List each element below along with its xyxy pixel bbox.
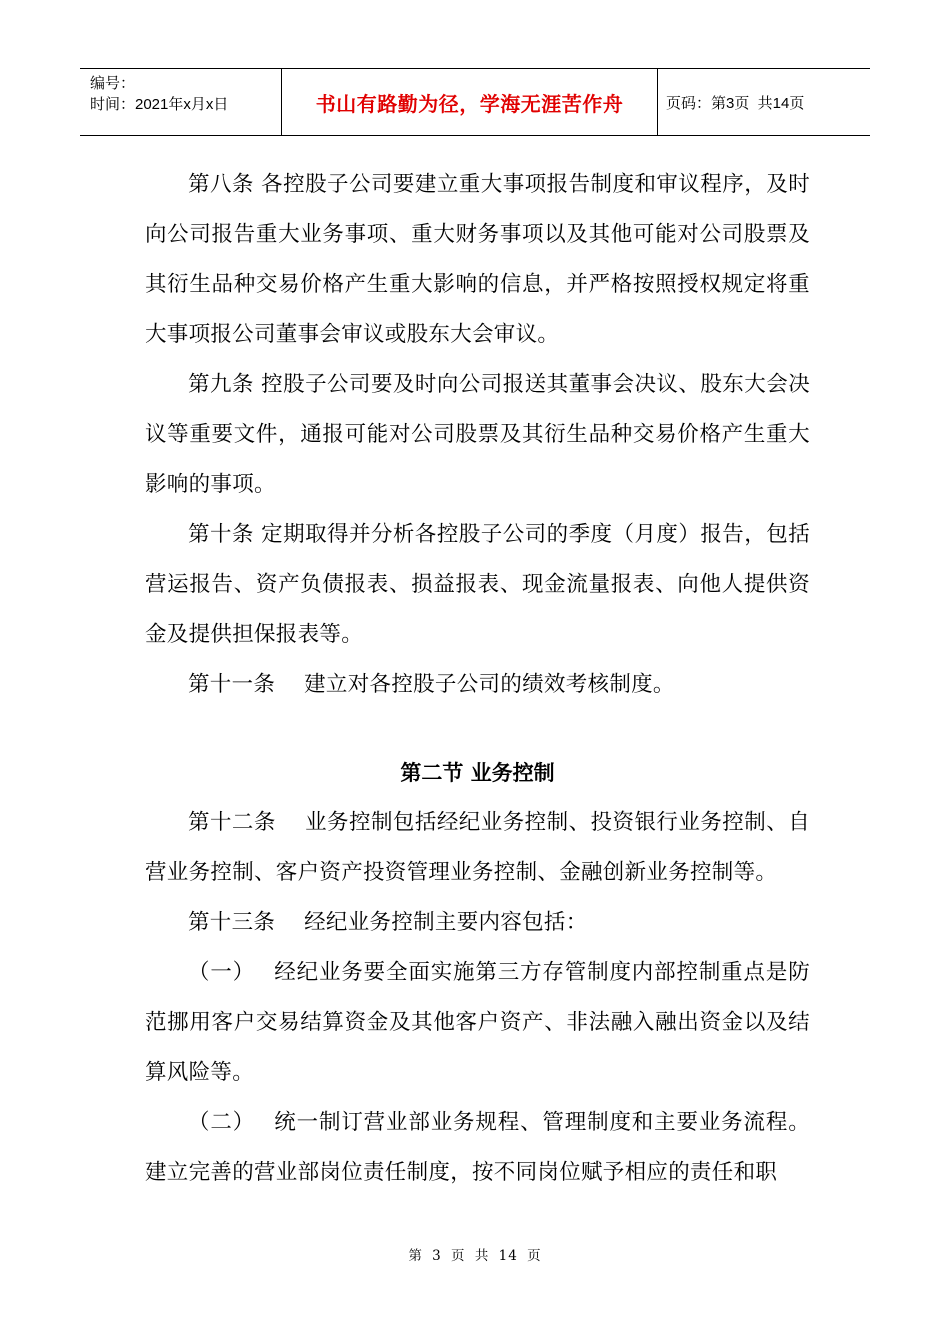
- article-8: 第八条 各控股子公司要建立重大事项报告制度和审议程序，及时向公司报告重大业务事项、重大财务事项以及其他可能对公司股票及其衍生品种交易价格产生重大影响的信息，并严格按照授权规定将重大事项报公司董事会审议或股东大会审议。: [145, 172, 810, 347]
- article-10: 第十条 定期取得并分析各控股子公司的季度（月度）报告，包括营运报告、资产负债报表、损益报表、现金流量报表、向他人提供资金及提供担保报表等。: [145, 522, 810, 647]
- document-header: [80, 68, 870, 136]
- page-footer: 第 3 页 共 14 页: [408, 1248, 542, 1264]
- article-9: 第九条 控股子公司要及时向公司报送其董事会决议、股东大会决议等重要文件，通报可能对公司股票及其衍生品种交易价格产生重大影响的事项。: [145, 372, 810, 497]
- header-meta-cell: [80, 69, 282, 135]
- article-13: 第十三条 经纪业务控制主要内容包括：: [188, 910, 588, 935]
- header-page-info: 页码：第3页 共14页: [666, 94, 805, 112]
- article-13-item-1: （一） 经纪业务要全面实施第三方存管制度内部控制重点是防范挪用客户交易结算资金及其他客户资产、非法融入融出资金以及结算风险等。: [145, 960, 810, 1085]
- article-13-item-2: （二） 统一制订营业部业务规程、管理制度和主要业务流程。建立完善的营业部岗位责任制度，按不同岗位赋予相应的责任和职: [145, 1110, 810, 1185]
- document-number-label: 编号：: [90, 75, 136, 92]
- article-11: 第十一条 建立对各控股子公司的绩效考核制度。: [188, 672, 675, 697]
- header-page-cell: [658, 69, 870, 135]
- document-body: [145, 160, 810, 1198]
- header-motto-cell: [282, 69, 658, 135]
- article-12: 第十二条 业务控制包括经纪业务控制、投资银行业务控制、自营业务控制、客户资产投资管理业务控制、金融创新业务控制等。: [145, 810, 810, 885]
- header-motto: 书山有路勤为径，学海无涯苦作舟: [315, 91, 624, 116]
- section-title: 第二节 业务控制: [400, 761, 555, 785]
- document-date-label: 时间：2021年x月x日: [90, 96, 229, 113]
